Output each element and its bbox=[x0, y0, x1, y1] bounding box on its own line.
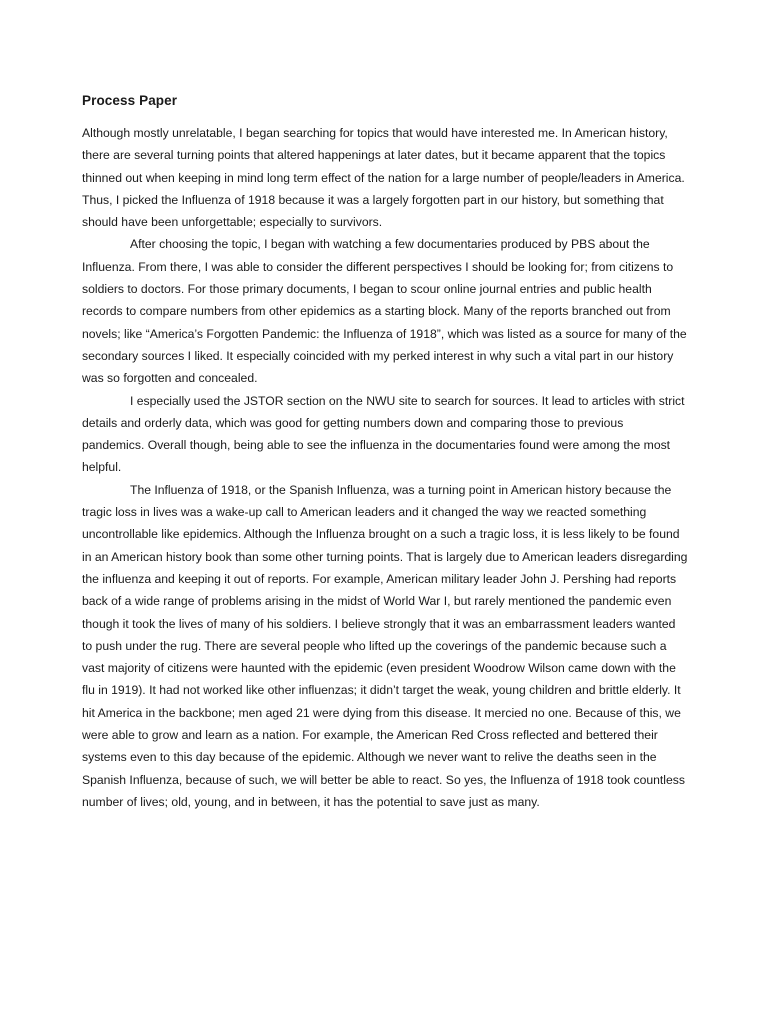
paragraph-turning-point: The Influenza of 1918, or the Spanish Influenza, was a turning point in American history because the tragic loss in lives was a wake-up call to American leaders and it changed the way we reacted something uncontrollable like epidemics. Although the Influenza brought on a such a tragic loss, it is less likely to be found in an American history book than some other turning points. That is largely due to American leaders disregarding the influenza and keeping it out of reports. For example, American military leader John J. Pershing had reports back of a wide range of problems arising in the midst of World War I, but rarely mentioned the pandemic even though it took the lives of many of his soldiers. I believe strongly that it was an embarrassment leaders wanted to push under the rug. There are several people who lifted up the coverings of the pandemic because such a vast majority of citizens were haunted with the epidemic (even president Woodrow Wilson came down with the flu in 1919). It had not worked like other influenzas; it didn’t target the weak, young children and brittle elderly. It hit America in the backbone; men aged 21 were dying from this disease. It mercied no one. Because of this, we were able to grow and learn as a nation. For example, the American Red Cross reflected and bettered their systems even to this day because of the epidemic. Although we never want to relive the deaths seen in the Spanish Influenza, because of such, we will better be able to react. So yes, the Influenza of 1918 took countless number of lives; old, young, and in between, it has the potential to save just as many. bbox=[82, 482, 688, 809]
document-page bbox=[82, 92, 688, 813]
paragraph-research-start: After choosing the topic, I began with watching a few documentaries produced by PBS about the Influenza. From there, I was able to consider the different perspectives I should be looking for; from citizens to soldiers to doctors. For those primary documents, I began to scour online journal entries and public health records to compare numbers from other epidemics as a starting block. Many of the reports branched out from novels; like “America’s Forgotten Pandemic: the Influenza of 1918”, which was listed as a source for many of the secondary sources I liked. It especially coincided with my perked interest in why such a vital part in our history was so forgotten and concealed. bbox=[82, 237, 687, 386]
paragraph-topic-selection: Although mostly unrelatable, I began searching for topics that would have interested me. In American history, there are several turning points that altered happenings at later dates, but it became apparent that the topics thinned out when keeping in mind long term effect of the nation for a large number of people/leaders in America. Thus, I picked the Influenza of 1918 because it was a largely forgotten part in our history, but something that should have been unforgettable; especially to survivors. bbox=[82, 126, 685, 230]
paragraph-jstor-sources: I especially used the JSTOR section on the NWU site to search for sources. It lead to articles with strict details and orderly data, which was good for getting numbers down and comparing those to previous pandemics. Overall though, being able to see the influenza in the documentaries found were among the most helpful. bbox=[82, 393, 685, 475]
document-title: Process Paper bbox=[82, 93, 178, 108]
